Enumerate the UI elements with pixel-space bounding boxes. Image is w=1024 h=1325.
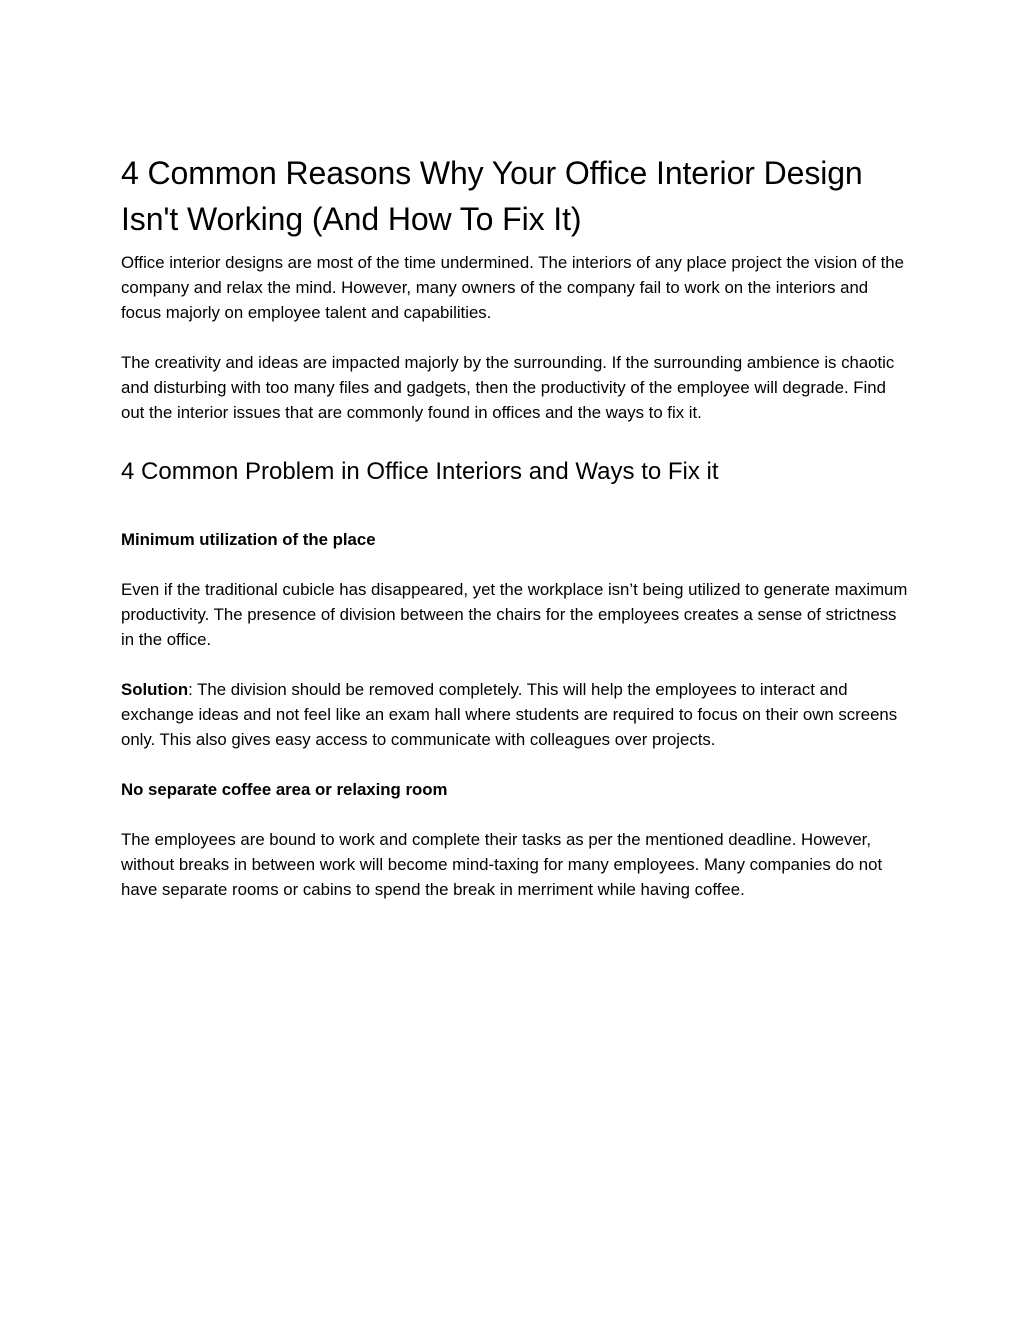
document-page	[121, 150, 911, 927]
problem-1-solution	[121, 677, 911, 752]
intro-paragraph-2: The creativity and ideas are impacted majorly by the surrounding. If the surrounding ambience is chaotic and disturbing with too many files and gadgets, then the productivity of the employee will degrade. Find out the interior issues that are commonly found in offices and the ways to fix it.	[121, 353, 895, 422]
solution-label: Solution	[121, 680, 189, 699]
problem-2-heading: No separate coffee area or relaxing room	[121, 780, 448, 799]
problem-1-heading: Minimum utilization of the place	[121, 530, 376, 549]
intro-paragraph-1: Office interior designs are most of the time undermined. The interiors of any place project the vision of the company and relax the mind. However, many owners of the company fail to work on the interiors and focus majorly on employee talent and capabilities.	[121, 253, 904, 322]
problem-1-body: Even if the traditional cubicle has disappeared, yet the workplace isn’t being utilized to generate maximum productivity. The presence of division between the chairs for the employees creates a sense of strictness in the office.	[121, 580, 908, 649]
document-title: 4 Common Reasons Why Your Office Interior Design Isn't Working (And How To Fix It)	[121, 155, 863, 237]
solution-text: : The division should be removed completely. This will help the employees to interact and exchange ideas and not feel like an exam hall where students are required to focus on their own screens only. This also gives easy access to communicate with colleagues over projects.	[121, 680, 898, 749]
section-heading: 4 Common Problem in Office Interiors and Ways to Fix it	[121, 458, 719, 485]
problem-2-body: The employees are bound to work and complete their tasks as per the mentioned deadline. However, without breaks in between work will become mind-taxing for many employees. Many companies do not have separate rooms or cabins to spend the break in merriment while having coffee.	[121, 830, 883, 899]
